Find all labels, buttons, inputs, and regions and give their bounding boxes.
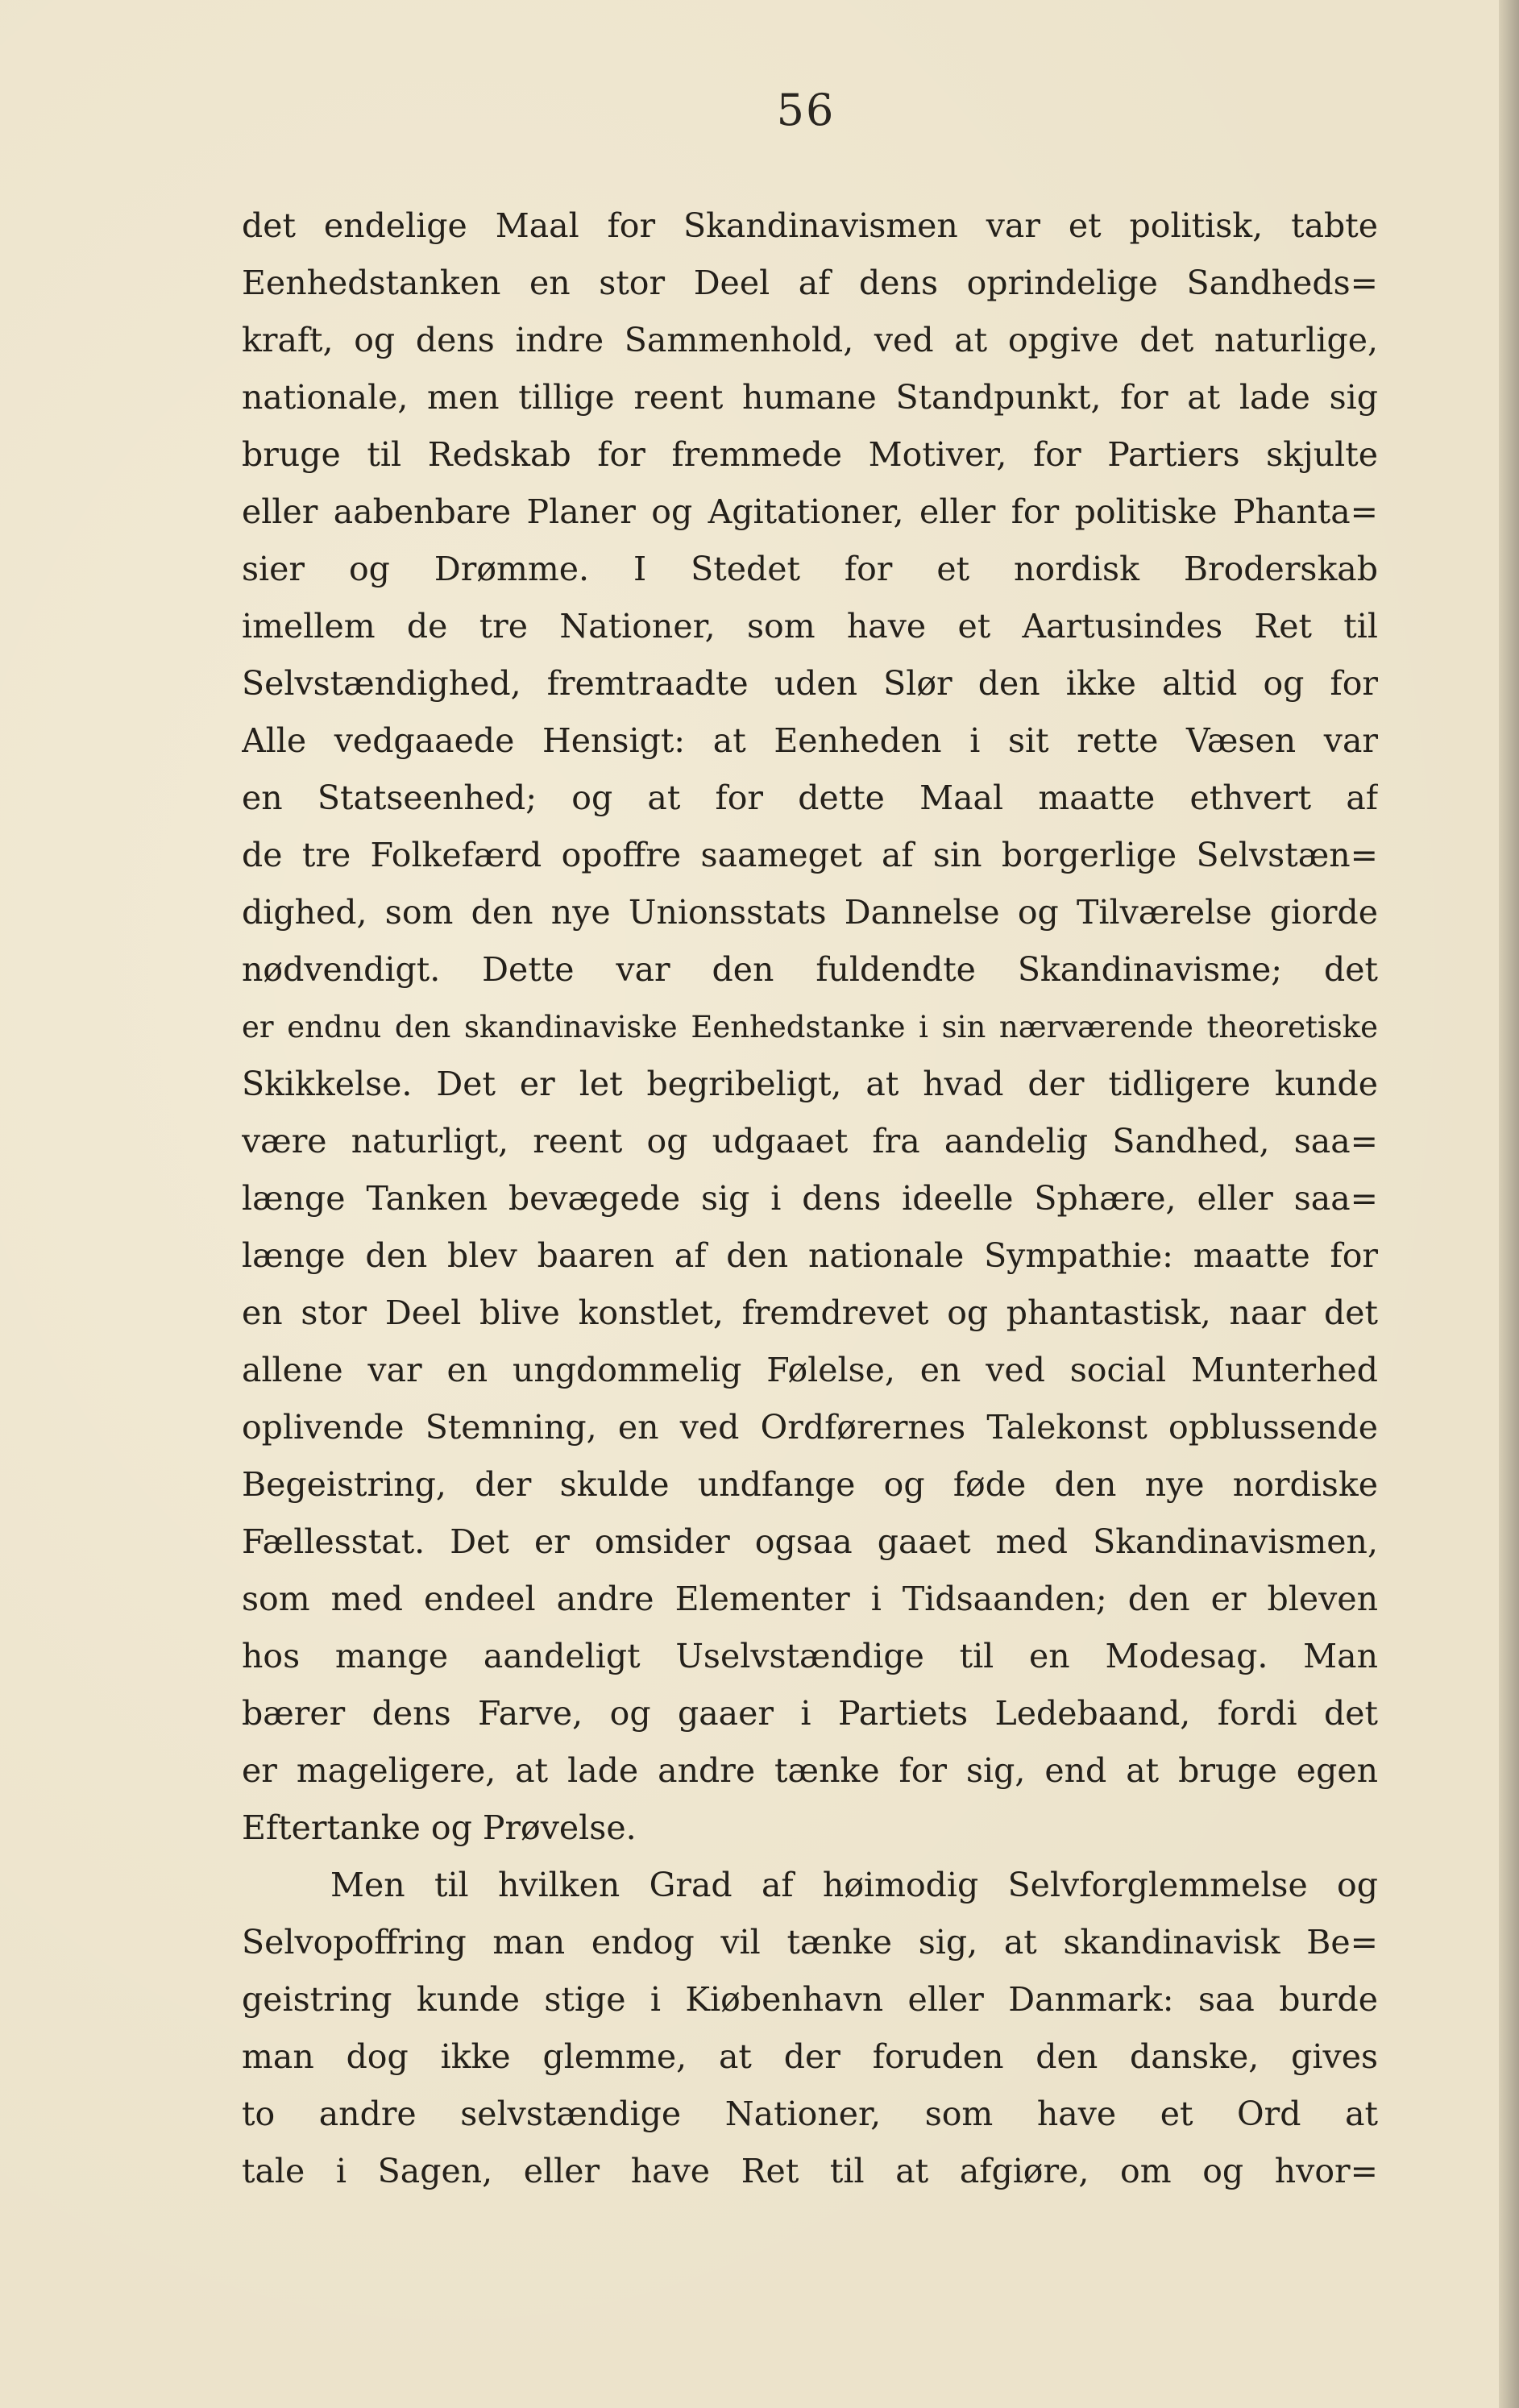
- text-line: det endelige Maal for Skandinavismen var et politisk, tabte: [242, 206, 1378, 245]
- text-line: længe Tanken bevægede sig i dens ideelle Sphære, eller saa=: [242, 1179, 1378, 1218]
- text-line: Eftertanke og Prøvelse.: [242, 1808, 637, 1847]
- text-line: oplivende Stemning, en ved Ordførernes Talekonst opblussende: [242, 1408, 1378, 1447]
- text-line: eller aabenbare Planer og Agitationer, eller for politiske Phanta=: [242, 492, 1378, 531]
- text-line: bærer dens Farve, og gaaer i Partiets Ledebaand, fordi det: [242, 1694, 1378, 1733]
- text-line: længe den blev baaren af den nationale Sympathie: maatte for: [242, 1236, 1378, 1275]
- page-number: 56: [776, 85, 836, 135]
- text-line: en stor Deel blive konstlet, fremdrevet og phantastisk, naar det: [242, 1293, 1378, 1332]
- text-line: allene var en ungdommelig Følelse, en ved social Munterhed: [242, 1351, 1378, 1389]
- paragraph-1: [242, 197, 1378, 1857]
- text-line: Selvstændighed, fremtraadte uden Slør den ikke altid og for: [242, 664, 1378, 703]
- text-line: kraft, og dens indre Sammenhold, ved at opgive det naturlige,: [242, 321, 1378, 359]
- text-line: imellem de tre Nationer, som have et Aartusindes Ret til: [242, 607, 1378, 646]
- text-line: en Statseenhed; og at for dette Maal maatte ethvert af: [242, 778, 1378, 817]
- text-line: geistring kunde stige i Kiøbenhavn eller Danmark: saa burde: [242, 1980, 1378, 2019]
- text-line: er endnu den skandinaviske Eenhedstanke i sin nærværende theoretiske: [242, 1010, 1378, 1044]
- text-line: være naturligt, reent og udgaaet fra aandelig Sandhed, saa=: [242, 1122, 1378, 1160]
- text-line: som med endeel andre Elementer i Tidsaanden; den er bleven: [242, 1580, 1378, 1618]
- text-line: Fællesstat. Det er omsider ogsaa gaaet med Skandinavismen,: [242, 1522, 1378, 1561]
- text-line: Eenhedstanken en stor Deel af dens oprindelige Sandheds=: [242, 264, 1378, 302]
- text-line: Alle vedgaaede Hensigt: at Eenheden i sit rette Væsen var: [242, 721, 1378, 760]
- text-line: man dog ikke glemme, at der foruden den danske, gives: [242, 2037, 1378, 2076]
- text-line: nødvendigt. Dette var den fuldendte Skandinavisme; det: [242, 950, 1378, 989]
- text-line: bruge til Redskab for fremmede Motiver, for Partiers skjulte: [242, 435, 1378, 474]
- text-line: Men til hvilken Grad af høimodig Selvforglemmelse og: [330, 1866, 1378, 1904]
- text-line: er mageligere, at lade andre tænke for sig, end at bruge egen: [242, 1751, 1378, 1790]
- text-line: de tre Folkefærd opoffre saameget af sin borgerlige Selvstæn=: [242, 836, 1378, 874]
- text-line: nationale, men tillige reent humane Standpunkt, for at lade sig: [242, 378, 1378, 417]
- text-line: sier og Drømme. I Stedet for et nordisk Broderskab: [242, 550, 1378, 588]
- text-line: Begeistring, der skulde undfange og føde den nye nordiske: [242, 1465, 1378, 1504]
- body-text: [242, 197, 1378, 2200]
- text-line: dighed, som den nye Unionsstats Dannelse og Tilværelse giorde: [242, 893, 1378, 932]
- text-line: to andre selvstændige Nationer, som have et Ord at: [242, 2095, 1378, 2133]
- text-line: Selvopoffring man endog vil tænke sig, at skandinavisk Be=: [242, 1923, 1378, 1962]
- text-line: Skikkelse. Det er let begribeligt, at hvad der tidligere kunde: [242, 1065, 1378, 1103]
- text-line: hos mange aandeligt Uselvstændige til en Modesag. Man: [242, 1637, 1378, 1675]
- page-edge-shadow: [1499, 0, 1519, 2408]
- paragraph-2: [242, 1857, 1378, 2200]
- text-line: tale i Sagen, eller have Ret til at afgiøre, om og hvor=: [242, 2152, 1378, 2190]
